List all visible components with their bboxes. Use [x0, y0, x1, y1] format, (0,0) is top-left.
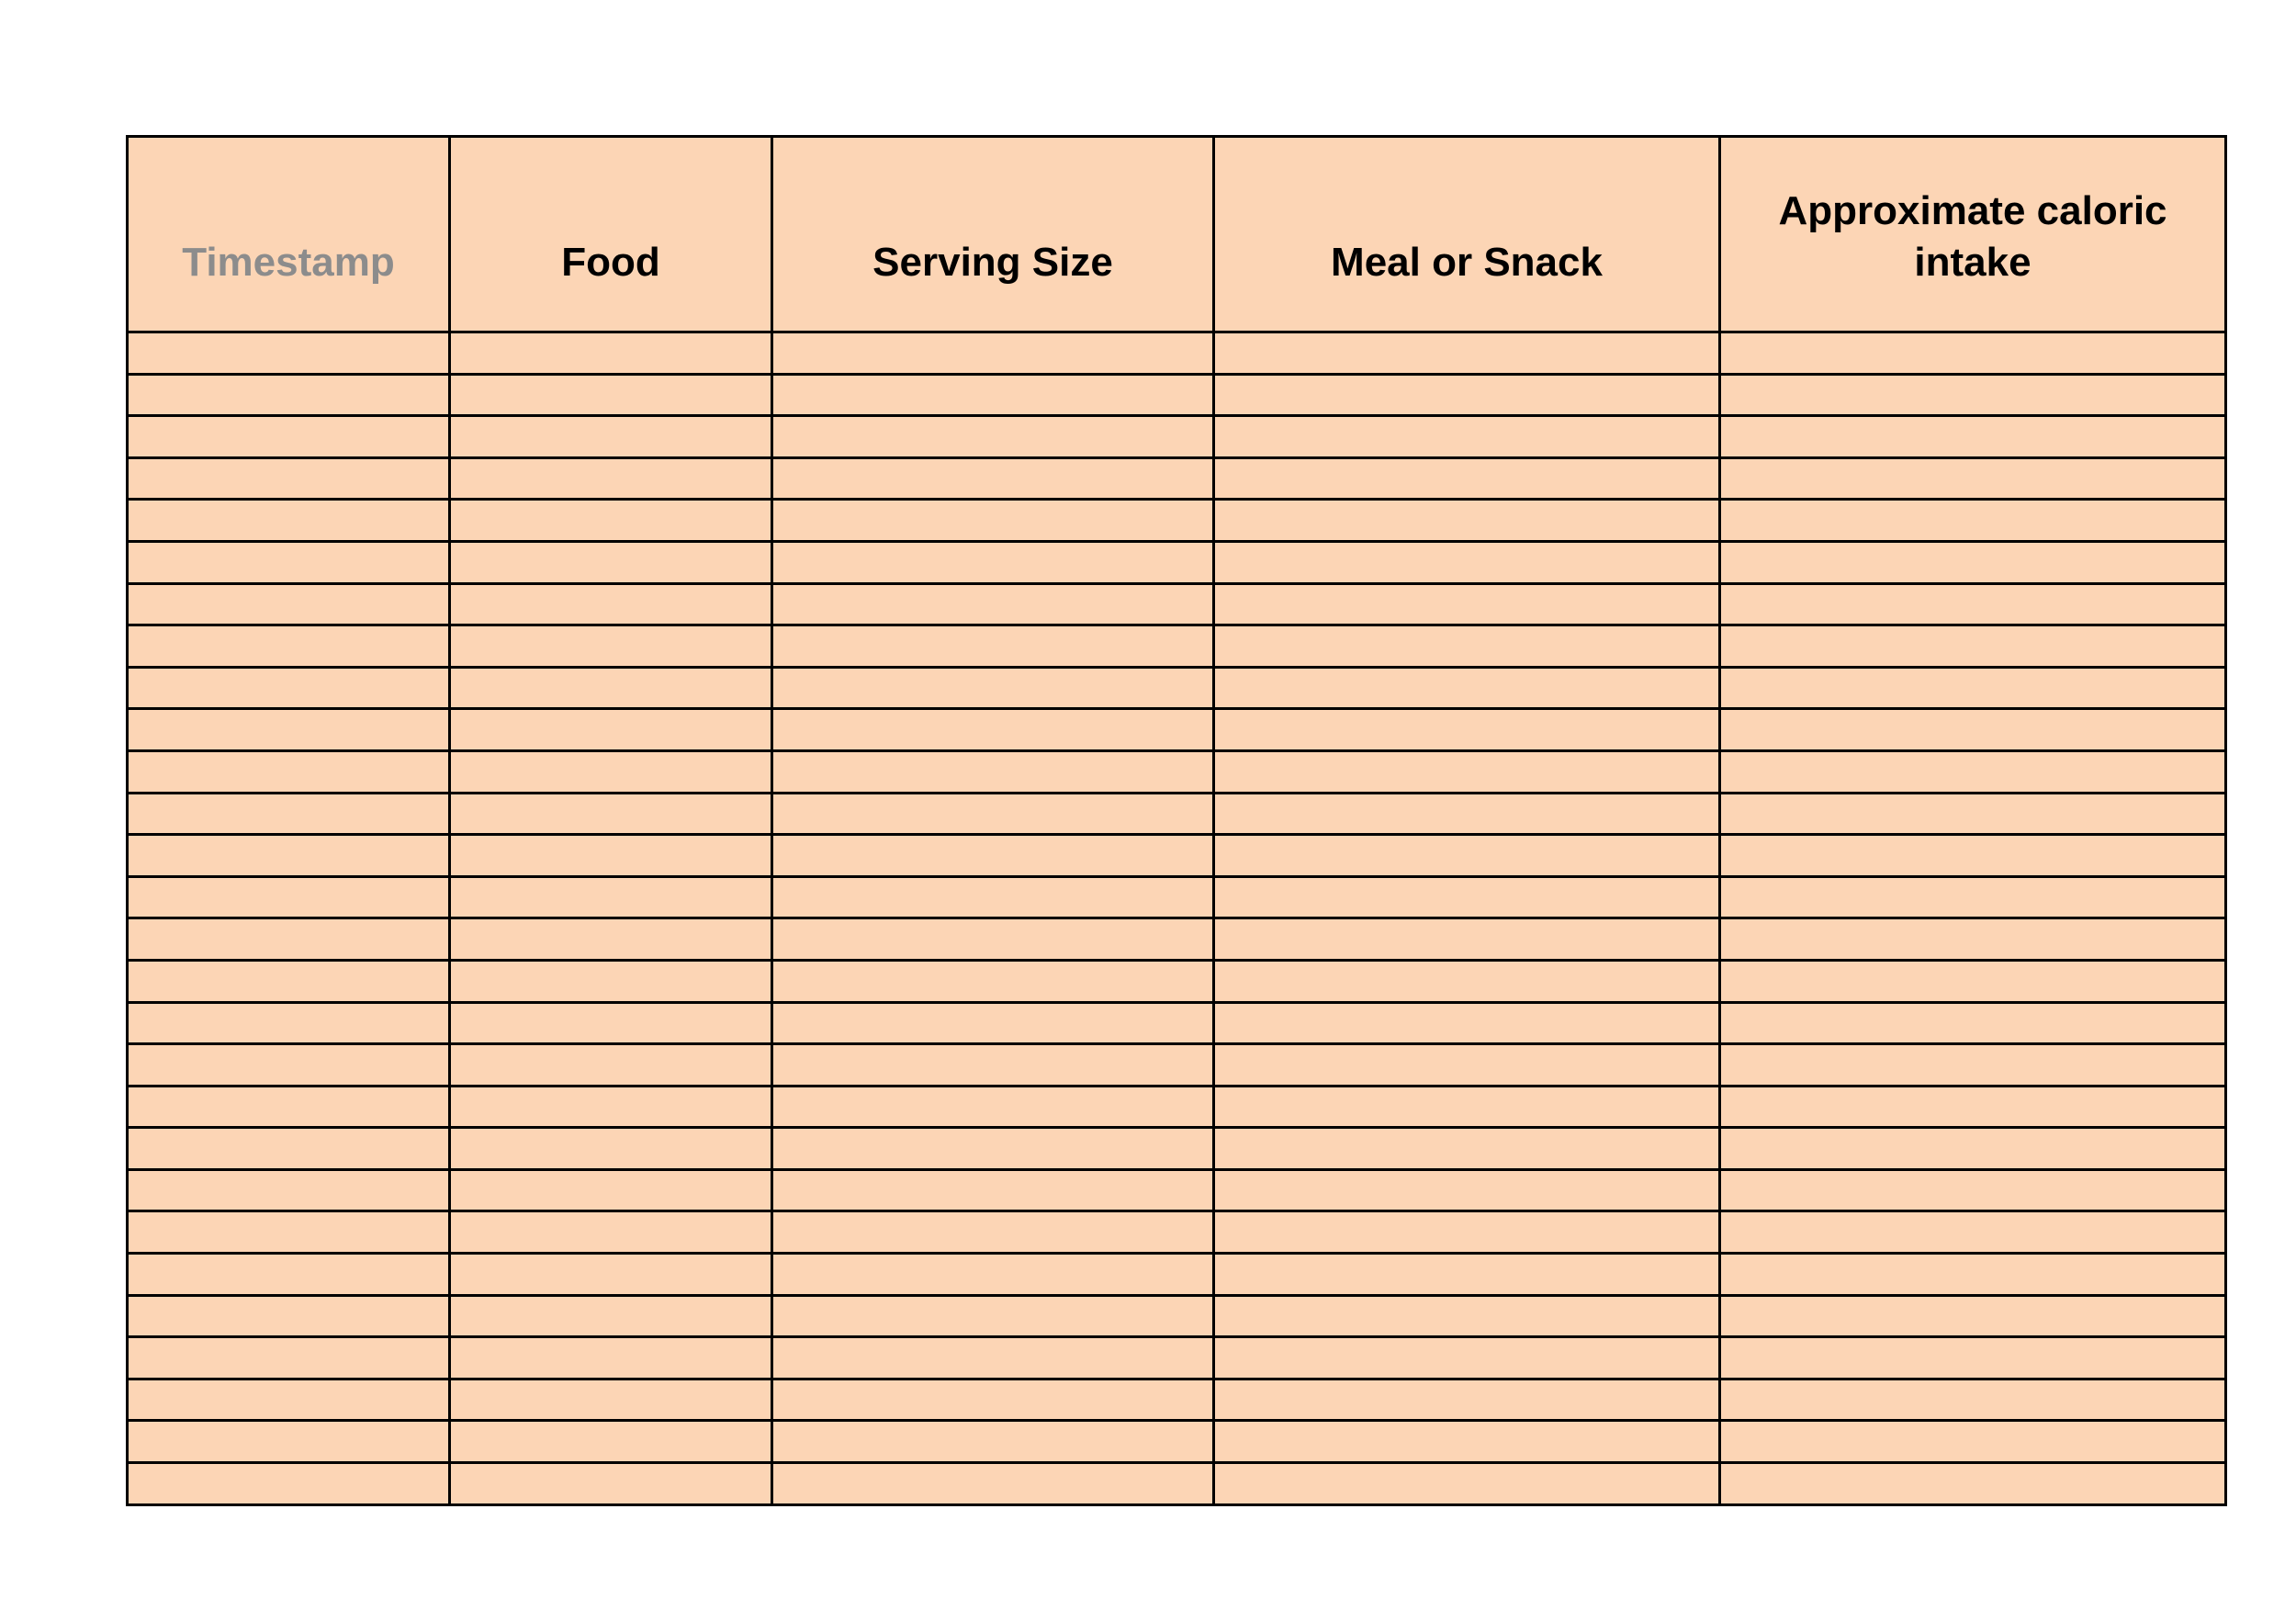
table-row — [128, 793, 2226, 835]
cell-timestamp[interactable] — [128, 625, 450, 668]
cell-meal-or-snack[interactable] — [1214, 416, 1720, 458]
header-meal-or-snack: Meal or Snack — [1214, 137, 1720, 332]
cell-food[interactable] — [450, 1337, 772, 1379]
table-row — [128, 374, 2226, 416]
cell-timestamp[interactable] — [128, 374, 450, 416]
cell-serving-size[interactable] — [772, 583, 1214, 625]
header-food: Food — [450, 137, 772, 332]
cell-timestamp[interactable] — [128, 1128, 450, 1170]
cell-timestamp[interactable] — [128, 1086, 450, 1128]
cell-meal-or-snack[interactable] — [1214, 1169, 1720, 1211]
cell-food[interactable] — [450, 583, 772, 625]
cell-caloric-intake[interactable] — [1720, 918, 2226, 961]
cell-food[interactable] — [450, 709, 772, 751]
cell-serving-size[interactable] — [772, 1002, 1214, 1044]
cell-serving-size[interactable] — [772, 709, 1214, 751]
table-row — [128, 1044, 2226, 1087]
header-approximate-caloric-intake: Approximate caloric intake — [1720, 137, 2226, 332]
header-timestamp: Timestamp — [128, 137, 450, 332]
cell-serving-size[interactable] — [772, 1254, 1214, 1296]
food-log-table — [126, 135, 2227, 1506]
cell-caloric-intake[interactable] — [1720, 1254, 2226, 1296]
cell-timestamp[interactable] — [128, 500, 450, 542]
cell-caloric-intake[interactable] — [1720, 374, 2226, 416]
cell-serving-size[interactable] — [772, 541, 1214, 583]
cell-food[interactable] — [450, 1211, 772, 1254]
cell-timestamp[interactable] — [128, 793, 450, 835]
cell-timestamp[interactable] — [128, 457, 450, 500]
table-row — [128, 1086, 2226, 1128]
cell-meal-or-snack[interactable] — [1214, 793, 1720, 835]
table-row — [128, 1337, 2226, 1379]
cell-timestamp[interactable] — [128, 1254, 450, 1296]
cell-caloric-intake[interactable] — [1720, 793, 2226, 835]
cell-serving-size[interactable] — [772, 1044, 1214, 1087]
cell-meal-or-snack[interactable] — [1214, 918, 1720, 961]
cell-timestamp[interactable] — [128, 1169, 450, 1211]
table-row — [128, 750, 2226, 793]
cell-meal-or-snack[interactable] — [1214, 1254, 1720, 1296]
cell-timestamp[interactable] — [128, 1295, 450, 1337]
table-row — [128, 457, 2226, 500]
cell-food[interactable] — [450, 332, 772, 375]
cell-food[interactable] — [450, 1379, 772, 1421]
cell-food[interactable] — [450, 667, 772, 709]
cell-meal-or-snack[interactable] — [1214, 1337, 1720, 1379]
cell-meal-or-snack[interactable] — [1214, 541, 1720, 583]
table-row — [128, 709, 2226, 751]
cell-timestamp[interactable] — [128, 1421, 450, 1463]
cell-timestamp[interactable] — [128, 835, 450, 877]
cell-serving-size[interactable] — [772, 374, 1214, 416]
cell-meal-or-snack[interactable] — [1214, 1086, 1720, 1128]
cell-timestamp[interactable] — [128, 709, 450, 751]
cell-serving-size[interactable] — [772, 835, 1214, 877]
cell-caloric-intake[interactable] — [1720, 709, 2226, 751]
cell-meal-or-snack[interactable] — [1214, 1044, 1720, 1087]
cell-food[interactable] — [450, 541, 772, 583]
cell-serving-size[interactable] — [772, 1086, 1214, 1128]
table-row — [128, 583, 2226, 625]
table-row — [128, 541, 2226, 583]
cell-meal-or-snack[interactable] — [1214, 457, 1720, 500]
cell-food[interactable] — [450, 793, 772, 835]
cell-food[interactable] — [450, 1295, 772, 1337]
cell-timestamp[interactable] — [128, 876, 450, 918]
table-row — [128, 1295, 2226, 1337]
cell-timestamp[interactable] — [128, 960, 450, 1002]
cell-meal-or-snack[interactable] — [1214, 332, 1720, 375]
cell-food[interactable] — [450, 1086, 772, 1128]
table-row — [128, 500, 2226, 542]
cell-food[interactable] — [450, 1254, 772, 1296]
cell-food[interactable] — [450, 1421, 772, 1463]
table-row — [128, 1169, 2226, 1211]
cell-caloric-intake[interactable] — [1720, 667, 2226, 709]
cell-serving-size[interactable] — [772, 1128, 1214, 1170]
cell-serving-size[interactable] — [772, 457, 1214, 500]
cell-meal-or-snack[interactable] — [1214, 1463, 1720, 1505]
cell-timestamp[interactable] — [128, 332, 450, 375]
cell-meal-or-snack[interactable] — [1214, 625, 1720, 668]
cell-caloric-intake[interactable] — [1720, 1002, 2226, 1044]
cell-caloric-intake[interactable] — [1720, 1086, 2226, 1128]
table-row — [128, 1002, 2226, 1044]
cell-food[interactable] — [450, 960, 772, 1002]
table-row — [128, 1128, 2226, 1170]
cell-meal-or-snack[interactable] — [1214, 1379, 1720, 1421]
table-row — [128, 876, 2226, 918]
cell-caloric-intake[interactable] — [1720, 625, 2226, 668]
cell-food[interactable] — [450, 876, 772, 918]
cell-meal-or-snack[interactable] — [1214, 374, 1720, 416]
cell-food[interactable] — [450, 750, 772, 793]
table-row — [128, 332, 2226, 375]
cell-food[interactable] — [450, 457, 772, 500]
cell-serving-size[interactable] — [772, 1379, 1214, 1421]
cell-caloric-intake[interactable] — [1720, 1169, 2226, 1211]
cell-food[interactable] — [450, 416, 772, 458]
cell-food[interactable] — [450, 1169, 772, 1211]
cell-meal-or-snack[interactable] — [1214, 1295, 1720, 1337]
cell-caloric-intake[interactable] — [1720, 457, 2226, 500]
cell-timestamp[interactable] — [128, 416, 450, 458]
cell-meal-or-snack[interactable] — [1214, 583, 1720, 625]
cell-food[interactable] — [450, 918, 772, 961]
cell-caloric-intake[interactable] — [1720, 500, 2226, 542]
cell-serving-size[interactable] — [772, 332, 1214, 375]
cell-serving-size[interactable] — [772, 667, 1214, 709]
cell-meal-or-snack[interactable] — [1214, 1421, 1720, 1463]
cell-serving-size[interactable] — [772, 1421, 1214, 1463]
cell-timestamp[interactable] — [128, 583, 450, 625]
table-row — [128, 1254, 2226, 1296]
cell-timestamp[interactable] — [128, 1463, 450, 1505]
table-row — [128, 1463, 2226, 1505]
cell-caloric-intake[interactable] — [1720, 960, 2226, 1002]
cell-caloric-intake[interactable] — [1720, 1463, 2226, 1505]
cell-caloric-intake[interactable] — [1720, 1337, 2226, 1379]
cell-meal-or-snack[interactable] — [1214, 709, 1720, 751]
cell-caloric-intake[interactable] — [1720, 1421, 2226, 1463]
cell-serving-size[interactable] — [772, 918, 1214, 961]
cell-caloric-intake[interactable] — [1720, 1211, 2226, 1254]
cell-serving-size[interactable] — [772, 960, 1214, 1002]
table-row — [128, 1421, 2226, 1463]
cell-caloric-intake[interactable] — [1720, 1044, 2226, 1087]
cell-serving-size[interactable] — [772, 876, 1214, 918]
cell-meal-or-snack[interactable] — [1214, 1002, 1720, 1044]
cell-timestamp[interactable] — [128, 667, 450, 709]
cell-food[interactable] — [450, 1128, 772, 1170]
cell-timestamp[interactable] — [128, 1379, 450, 1421]
cell-meal-or-snack[interactable] — [1214, 1128, 1720, 1170]
cell-serving-size[interactable] — [772, 500, 1214, 542]
cell-meal-or-snack[interactable] — [1214, 876, 1720, 918]
cell-timestamp[interactable] — [128, 1002, 450, 1044]
table-row — [128, 918, 2226, 961]
cell-serving-size[interactable] — [772, 793, 1214, 835]
table-row — [128, 835, 2226, 877]
cell-caloric-intake[interactable] — [1720, 332, 2226, 375]
cell-caloric-intake[interactable] — [1720, 541, 2226, 583]
cell-timestamp[interactable] — [128, 918, 450, 961]
cell-timestamp[interactable] — [128, 1044, 450, 1087]
header-row — [128, 137, 2226, 332]
cell-food[interactable] — [450, 835, 772, 877]
table-row — [128, 1379, 2226, 1421]
cell-serving-size[interactable] — [772, 416, 1214, 458]
table-row — [128, 416, 2226, 458]
cell-serving-size[interactable] — [772, 1337, 1214, 1379]
cell-serving-size[interactable] — [772, 1211, 1214, 1254]
cell-meal-or-snack[interactable] — [1214, 1211, 1720, 1254]
table-row — [128, 1211, 2226, 1254]
cell-caloric-intake[interactable] — [1720, 750, 2226, 793]
table-row — [128, 960, 2226, 1002]
cell-caloric-intake[interactable] — [1720, 1128, 2226, 1170]
cell-timestamp[interactable] — [128, 1211, 450, 1254]
cell-timestamp[interactable] — [128, 541, 450, 583]
cell-caloric-intake[interactable] — [1720, 876, 2226, 918]
cell-food[interactable] — [450, 374, 772, 416]
cell-food[interactable] — [450, 500, 772, 542]
cell-serving-size[interactable] — [772, 1169, 1214, 1211]
cell-caloric-intake[interactable] — [1720, 1379, 2226, 1421]
cell-serving-size[interactable] — [772, 750, 1214, 793]
cell-timestamp[interactable] — [128, 750, 450, 793]
cell-caloric-intake[interactable] — [1720, 835, 2226, 877]
cell-caloric-intake[interactable] — [1720, 583, 2226, 625]
cell-food[interactable] — [450, 1044, 772, 1087]
cell-timestamp[interactable] — [128, 1337, 450, 1379]
table-row — [128, 667, 2226, 709]
cell-caloric-intake[interactable] — [1720, 416, 2226, 458]
cell-serving-size[interactable] — [772, 1295, 1214, 1337]
cell-food[interactable] — [450, 1463, 772, 1505]
table-row — [128, 625, 2226, 668]
cell-meal-or-snack[interactable] — [1214, 500, 1720, 542]
cell-food[interactable] — [450, 625, 772, 668]
cell-meal-or-snack[interactable] — [1214, 667, 1720, 709]
cell-serving-size[interactable] — [772, 625, 1214, 668]
cell-meal-or-snack[interactable] — [1214, 835, 1720, 877]
cell-serving-size[interactable] — [772, 1463, 1214, 1505]
table-body — [128, 332, 2226, 1505]
cell-meal-or-snack[interactable] — [1214, 750, 1720, 793]
header-serving-size: Serving Size — [772, 137, 1214, 332]
cell-caloric-intake[interactable] — [1720, 1295, 2226, 1337]
table-header — [128, 137, 2226, 332]
cell-food[interactable] — [450, 1002, 772, 1044]
cell-meal-or-snack[interactable] — [1214, 960, 1720, 1002]
